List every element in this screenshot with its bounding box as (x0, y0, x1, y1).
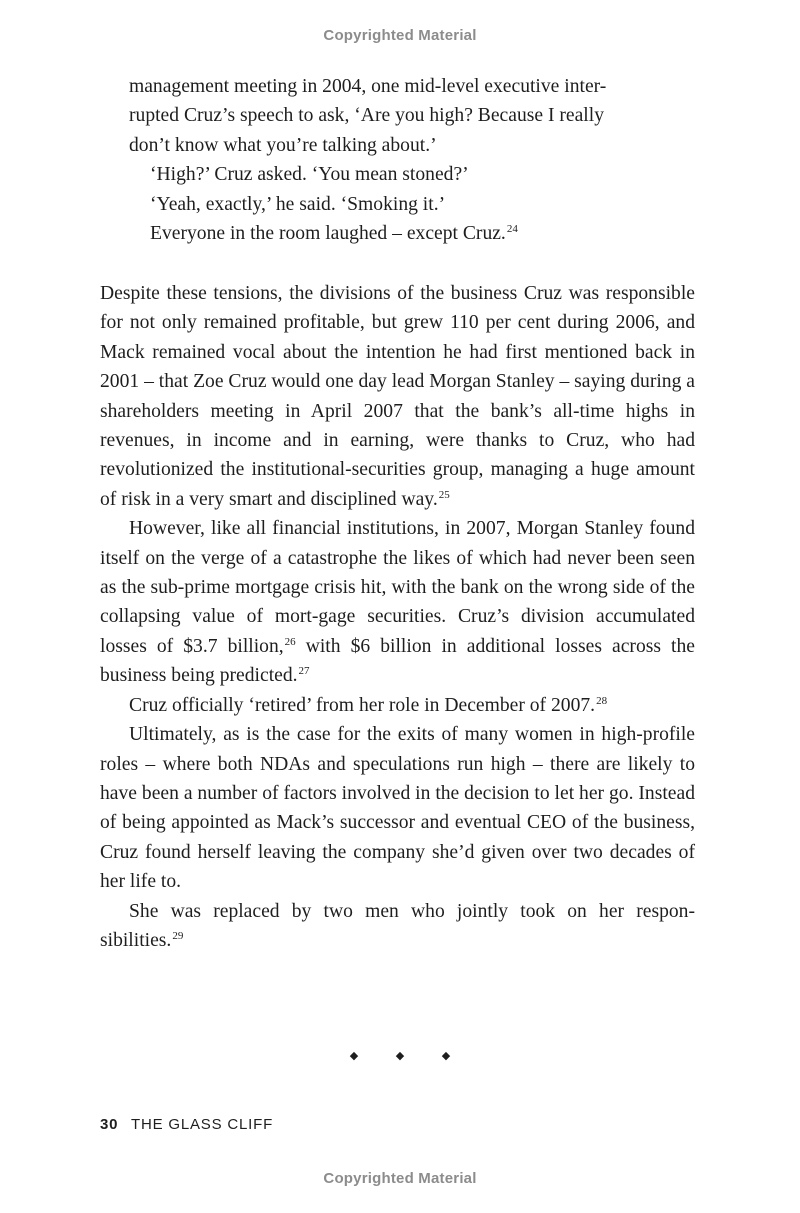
diamond-ornament-icon: ◆ (441, 1049, 451, 1062)
footnote-ref: 26 (284, 635, 296, 648)
quote-line: ‘High?’ Cruz asked. ‘You mean stoned?’ (150, 164, 469, 186)
paragraph (100, 279, 695, 514)
main-text (100, 279, 695, 955)
quote-line: ‘Yeah, exactly,’ he said. ‘Smoking it.’ (150, 193, 446, 215)
paragraph (100, 691, 695, 720)
copyright-watermark-top: Copyrighted Material (323, 27, 477, 44)
footnote-ref: 24 (506, 223, 518, 236)
diamond-ornament-icon: ◆ (349, 1049, 359, 1062)
paragraph-text: Ultimately, as is the case for the exits of many women in high-profile roles – where both NDAs and speculations run high – there are likely to have been a number of factors involved in the decision to let her go. Instead of being appointed as Mack’s successor and eventual CEO of the business, Cruz found herself leaving the company she’d given over two decades of her life to. (100, 724, 695, 893)
footnote-ref: 28 (596, 694, 608, 707)
footnote-ref: 25 (438, 488, 450, 501)
paragraph-text: She was replaced by two men who jointly took on her respon-sibilities. (100, 900, 695, 951)
block-quote (129, 72, 674, 248)
paragraph-text: Cruz officially ‘retired’ from her role in December of 2007. (129, 694, 596, 716)
quote-line: management meeting in 2004, one mid-level executive inter- (129, 76, 607, 97)
quote-line: rupted Cruz’s speech to ask, ‘Are you high? Because I really (129, 105, 604, 127)
paragraph-text: However, like all financial institutions, in 2007, Morgan Stanley found itself on the verge of a catastrophe the likes of which had never been seen as the sub-prime mortgage crisis hit, with the bank on the wrong side of the collapsing value of mort-gage securities. Cruz’s division accumulated losses of $3.7 billion, (100, 518, 695, 657)
quote-line (129, 219, 674, 248)
paragraph (100, 897, 695, 956)
diamond-ornament-icon: ◆ (395, 1049, 405, 1062)
paragraph (100, 720, 695, 896)
page-number: 30 (100, 1116, 119, 1133)
page-footer (100, 1116, 273, 1133)
quote-line-text: Everyone in the room laughed – except Cruz. (150, 223, 506, 245)
paragraph-text: Despite these tensions, the divisions of the business Cruz was responsible for not only remained profitable, but grew 110 per cent during 2006, and Mack remained vocal about the intention he had first mentioned back in 2001 – that Zoe Cruz would one day lead Morgan Stanley – saying during a shareholders meeting in April 2007 that the bank’s all-time highs in revenues, in income and in earning, were thanks to Cruz, who had revolutionized the institutional-securities group, managing a huge amount of risk in a very smart and disciplined way. (100, 283, 695, 510)
running-title: THE GLASS CLIFF (131, 1116, 274, 1133)
footnote-ref: 29 (172, 929, 184, 942)
paragraph-text: with $6 billion in additional losses across the business being predicted. (100, 635, 695, 687)
paragraph (100, 514, 695, 690)
copyright-watermark-bottom: Copyrighted Material (323, 1170, 477, 1187)
footnote-ref: 27 (298, 665, 310, 678)
section-break (0, 1049, 800, 1062)
quote-line: don’t know what you’re talking about.’ (129, 134, 437, 156)
